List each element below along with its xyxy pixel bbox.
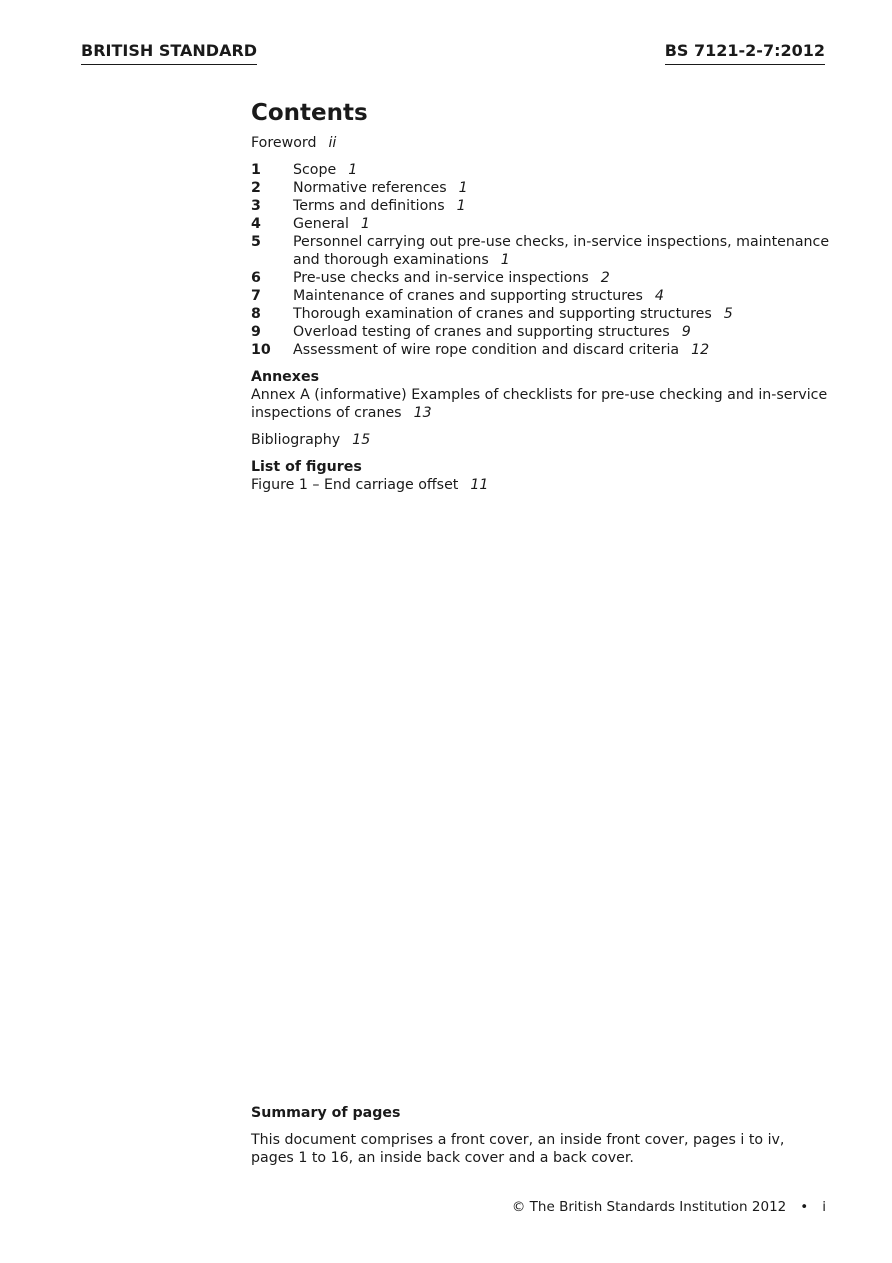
- footer-bullet: •: [800, 1199, 809, 1215]
- figure-1-page: 11: [470, 477, 489, 493]
- bibliography-label: Bibliography: [251, 432, 341, 448]
- toc-foreword[interactable]: [251, 134, 826, 152]
- toc-item[interactable]: [251, 179, 826, 197]
- summary-text-line2: pages 1 to 16, an inside back cover and a back cover.: [251, 1150, 634, 1166]
- annexes-section: [251, 368, 826, 422]
- toc-item-page: 1: [500, 252, 510, 268]
- toc-item-number: 9: [251, 324, 261, 340]
- toc-item-page: 12: [691, 342, 710, 358]
- toc-item[interactable]: [251, 233, 830, 269]
- toc-item[interactable]: [251, 197, 826, 215]
- toc-item-number: 2: [251, 180, 261, 196]
- toc-item-page: 1: [456, 198, 466, 214]
- bibliography-page: 15: [352, 432, 371, 448]
- toc-item-page: 1: [348, 162, 358, 178]
- toc-item-text: Scope: [293, 162, 337, 178]
- toc-item[interactable]: [251, 269, 826, 287]
- toc-annex-a[interactable]: [251, 386, 826, 422]
- figure-1-label: Figure 1 – End carriage offset: [251, 477, 459, 493]
- annexes-heading: Annexes: [251, 369, 320, 385]
- toc-item[interactable]: [251, 341, 826, 359]
- figures-heading: List of figures: [251, 459, 362, 475]
- toc-item-text-line1: Personnel carrying out pre-use checks, in-service inspections, maintenance: [293, 234, 830, 250]
- toc-list: [251, 161, 830, 359]
- toc-item-page: 1: [360, 216, 370, 232]
- toc-item-number: 5: [251, 234, 261, 250]
- toc-item-page: 2: [600, 270, 610, 286]
- annex-a-text-line2: inspections of cranes: [251, 405, 402, 421]
- annex-a-text-line1: Annex A (informative) Examples of checklists for pre-use checking and in-service: [251, 387, 828, 403]
- toc-item-number: 8: [251, 306, 261, 322]
- toc-item-number: 1: [251, 162, 261, 178]
- summary-text-line1: This document comprises a front cover, an inside front cover, pages i to iv,: [251, 1132, 785, 1148]
- toc-item[interactable]: [251, 323, 826, 341]
- page-footer: [512, 1198, 826, 1216]
- toc-item-page: 1: [458, 180, 468, 196]
- toc-item[interactable]: [251, 215, 826, 233]
- header-left-title: BRITISH STANDARD: [81, 40, 257, 65]
- contents-title: Contents: [251, 100, 368, 126]
- toc-item[interactable]: [251, 161, 826, 179]
- toc-bibliography[interactable]: [251, 431, 826, 449]
- toc-foreword-label: Foreword: [251, 135, 317, 151]
- header-standard-number: BS 7121-2-7:2012: [665, 40, 825, 65]
- footer-copyright: © The British Standards Institution 2012: [511, 1199, 787, 1215]
- annex-a-page: 13: [413, 405, 432, 421]
- toc-item-page: 5: [723, 306, 733, 322]
- toc-item[interactable]: [251, 305, 826, 323]
- figures-section: [251, 458, 826, 494]
- toc-figure-1[interactable]: [251, 476, 826, 494]
- toc-item-number: 7: [251, 288, 261, 304]
- footer-page-number: i: [822, 1199, 826, 1215]
- summary-section: [251, 1104, 826, 1167]
- toc-item-number: 4: [251, 216, 261, 232]
- toc-item[interactable]: [251, 287, 826, 305]
- toc-foreword-page: ii: [328, 135, 337, 151]
- toc-item-text: Overload testing of cranes and supporting structures: [293, 324, 670, 340]
- toc-item-number: 10: [251, 342, 271, 358]
- toc-item-text: Thorough examination of cranes and supporting structures: [293, 306, 712, 322]
- toc-item-text: Maintenance of cranes and supporting structures: [293, 288, 643, 304]
- toc-item-text: General: [293, 216, 349, 232]
- toc-item-number: 3: [251, 198, 261, 214]
- summary-heading: Summary of pages: [251, 1105, 401, 1121]
- toc-item-text: Assessment of wire rope condition and discard criteria: [293, 342, 680, 358]
- toc-item-number: 6: [251, 270, 261, 286]
- toc-item-text: Terms and definitions: [293, 198, 445, 214]
- toc-item-page: 4: [654, 288, 664, 304]
- toc-item-text: Normative references: [293, 180, 447, 196]
- toc-item-text: Pre-use checks and in-service inspections: [293, 270, 589, 286]
- toc-item-page: 9: [681, 324, 691, 340]
- contents-section: [251, 98, 830, 503]
- toc-item-text-line2: and thorough examinations: [293, 252, 489, 268]
